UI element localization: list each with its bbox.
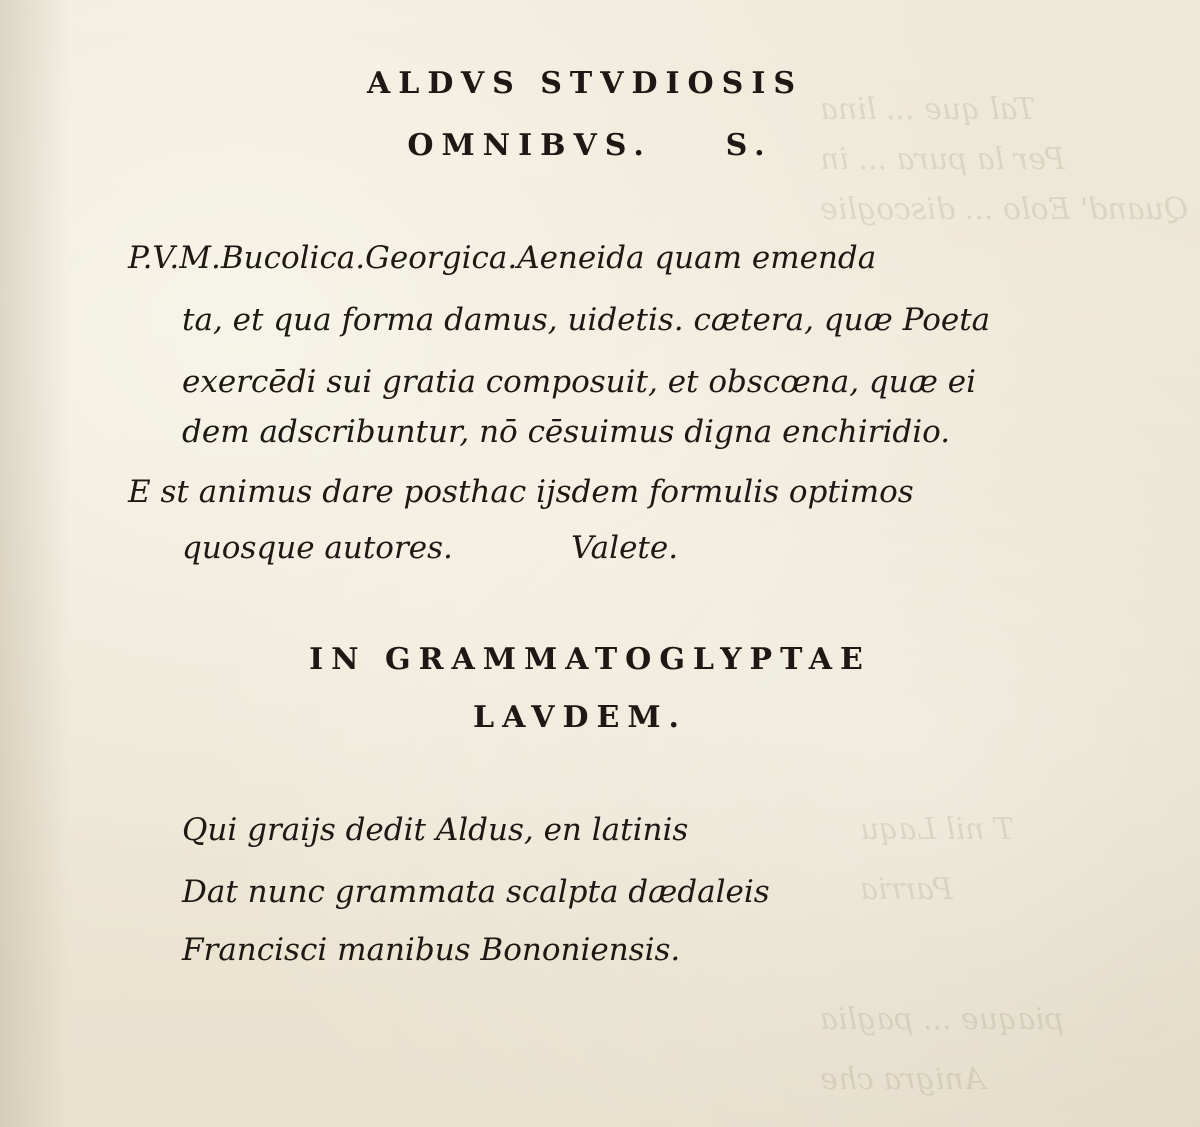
letter-paragraph-2-line-2: quosque autores. Valete. [182, 530, 679, 566]
letter-paragraph-1-line-2: ta, et qua forma damus, uidetis. cætera, quæ Poeta [182, 302, 991, 338]
letter-paragraph-1-line-1: P.V.M.Bucolica.Georgica.Aeneida quam emenda [128, 240, 877, 276]
letter-paragraph-2-line-1: E st animus dare posthac ijsdem formulis optimos [128, 474, 914, 510]
letter-title-line-2: OMNIBVS. S. [407, 128, 773, 163]
page-gutter-shadow [0, 0, 70, 1127]
show-through-text: Parria [860, 872, 953, 907]
show-through-text: Per la pura ... in [820, 142, 1065, 177]
letter-title-line-1: ALDVS STVDIOSIS [366, 66, 804, 101]
show-through-text: Anigra che [820, 1062, 986, 1097]
letter-paragraph-1-line-4: dem adscribuntur, nō cēsuimus digna enchiridio. [182, 414, 951, 450]
letter-paragraph-1-line-3: exercēdi sui gratia composuit, et obscœna, quæ ei [182, 364, 976, 400]
show-through-text: piaque ... paglia [820, 1002, 1065, 1037]
show-through-text: Quand' Eolo ... discoglie [820, 192, 1189, 227]
show-through-text: T nil Laqu [860, 812, 1014, 847]
poem-verse-1: Qui graijs dedit Aldus, en latinis [182, 812, 689, 848]
poem-verse-2: Dat nunc grammata scalpta dædaleis [182, 874, 770, 910]
poem-verse-3: Francisci manibus Bononiensis. [182, 932, 681, 968]
poem-title-line-1: IN GRAMMATOGLYPTAE [309, 642, 871, 677]
poem-title-line-2: LAVDEM. [473, 700, 687, 735]
show-through-text: Tal que ... lina [820, 92, 1036, 127]
